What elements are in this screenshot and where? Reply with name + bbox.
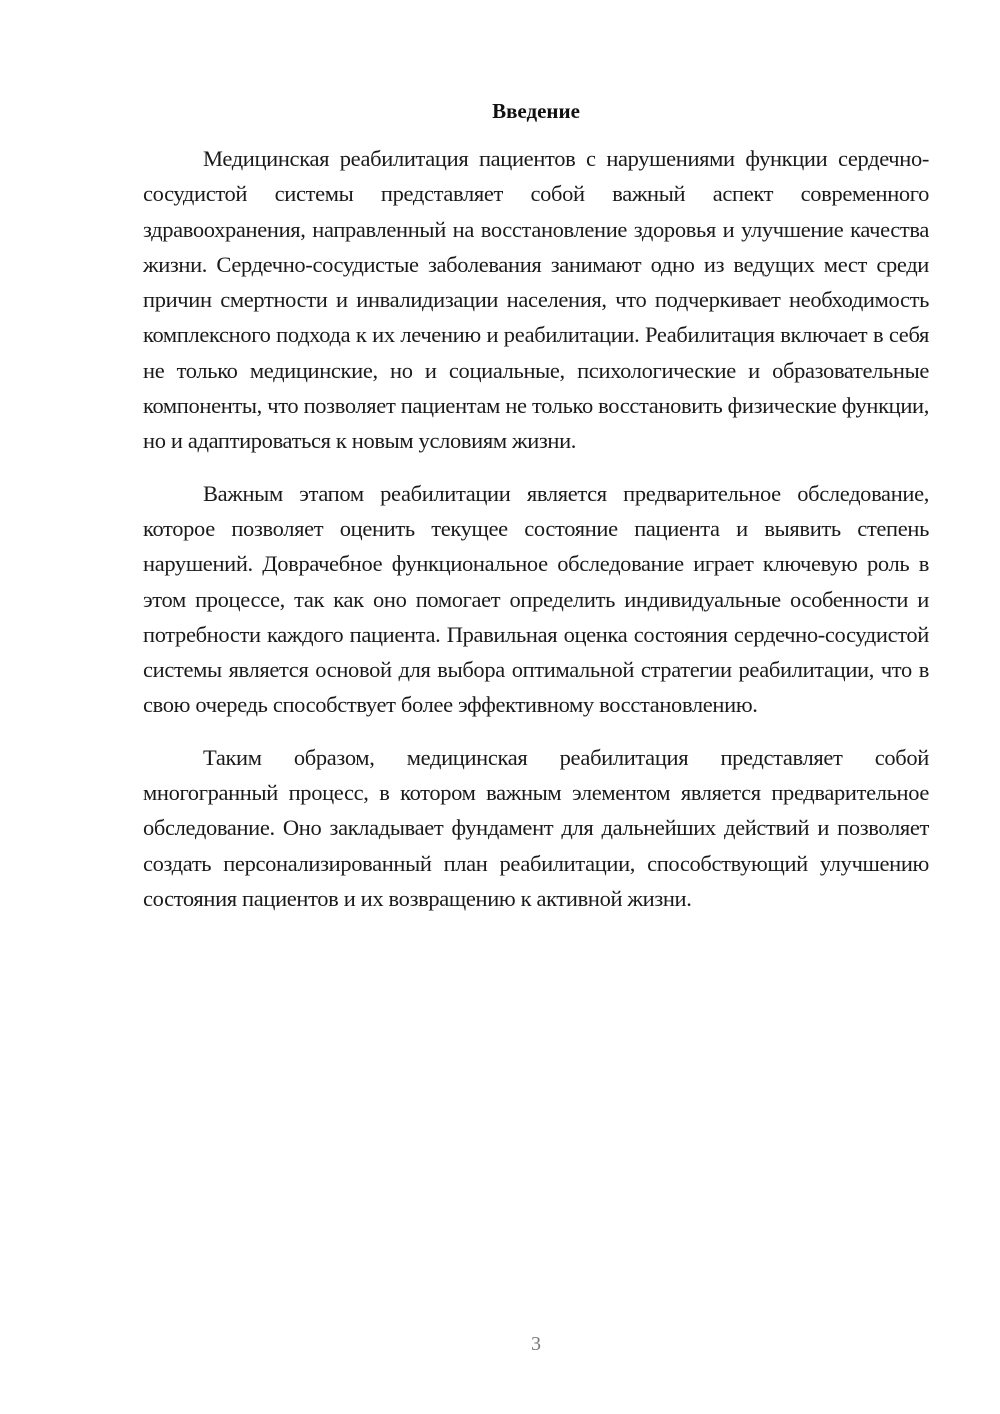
paragraph-introduction: Медицинская реабилитация пациентов с нарушениями функции сердечно-сосудистой системы представляет собой важный аспект современного здравоохранения, направленный на восстановление здоровья и улучшение качества жизни. Сердечно-сосудистые заболевания занимают одно из ведущих мест среди причин смертности и инвалидизации населения, что подчеркивает необходимость комплексного подхода к их лечению и реабилитации. Реабилитация включает в себя не только медицинские, но и социальные, психологические и образовательные компоненты, что позволяет пациентам не только восстановить физические функции, но и адаптироваться к новым условиям жизни. bbox=[143, 146, 929, 454]
paragraph-preliminary-examination: Важным этапом реабилитации является предварительное обследование, которое позволяет оценить текущее состояние пациента и выявить степень нарушений. Доврачебное функциональное обследование играет ключевую роль в этом процессе, так как оно помогает определить индивидуальные особенности и потребности каждого пациента. Правильная оценка состояния сердечно-сосудистой системы является основой для выбора оптимальной стратегии реабилитации, что в свою очередь способствует более эффективному восстановлению. bbox=[143, 480, 929, 718]
page-number: 3 bbox=[531, 1333, 541, 1355]
page-content bbox=[143, 95, 929, 933]
paragraph-conclusion: Таким образом, медицинская реабилитация представляет собой многогранный процесс, в котором важным элементом является предварительное обследование. Оно закладывает фундамент для дальнейших действий и позволяет создать персонализированный план реабилитации, способствующий улучшению состояния пациентов и их возвращению к активной жизни. bbox=[143, 744, 929, 911]
section-title: Введение bbox=[492, 99, 580, 123]
